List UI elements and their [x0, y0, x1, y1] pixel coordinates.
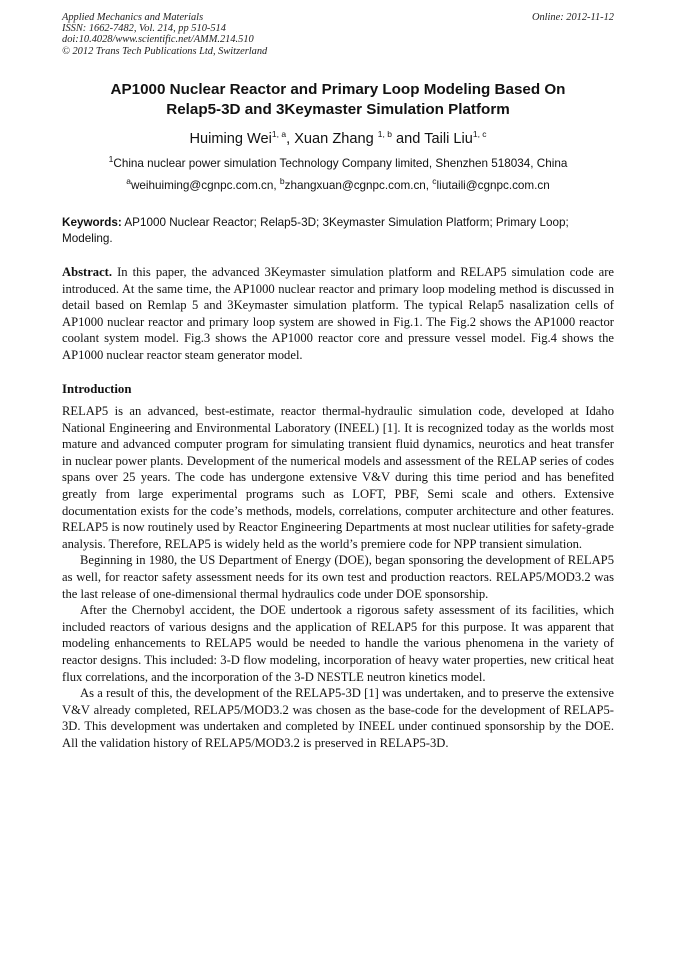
title-line-1: AP1000 Nuclear Reactor and Primary Loop Modeling Based On	[110, 81, 566, 98]
section-heading-introduction: Introduction	[62, 382, 132, 396]
email-b[interactable]: zhangxuan@cgnpc.com.cn,	[284, 179, 433, 192]
author-3-affil: 1, c	[472, 129, 487, 140]
intro-paragraph: RELAP5 is an advanced, best-estimate, reactor thermal-hydraulic simulation code, developed at Idaho National Engineering and Environmental Laboratory (INEEL) [1]. It is recognized today as the worlds most mature and advanced computer program for simulating transient fluid dynamics, neurotics and heat transfer in nuclear power plants. Development of the numerical models and assessment of the RELAP series of codes spans over 25 years. The code has undergone extensive V&V during this time period and has benefited greatly from large experimental programs such as LOFT, PBF, Semi scale and others. Extensive documentation exists for the code’s methods, models, correlations, computer architecture and other features. RELAP5 is now routinely used by Reactor Engineering Departments at most nuclear utilities for safety-grade analysis. Therefore, RELAP5 is widely held as the world’s premiere code for NPP transient simulation.	[62, 404, 614, 551]
intro-paragraph: As a result of this, the development of the RELAP5-3D [1] was undertaken, and to preserve the extensive V&V already completed, RELAP5/MOD3.2 was chosen as the base-code for the development of RELAP5-3D. This development was undertaken and completed by INEEL under continued sponsorship by the DOE. All the validation history of RELAP5/MOD3.2 is preserved in RELAP5-3D.	[62, 686, 614, 750]
keywords-text: AP1000 Nuclear Reactor; Relap5-3D; 3Keymaster Simulation Platform; Primary Loop; Modeling.	[62, 216, 569, 245]
paper-title	[62, 80, 614, 119]
email-a[interactable]: weihuiming@cgnpc.com.cn,	[130, 179, 280, 192]
author-3: Taili Liu	[424, 131, 473, 147]
affiliation	[62, 156, 614, 171]
abstract-text: In this paper, the advanced 3Keymaster simulation platform and RELAP5 simulation code are introduced. At the same time, the AP1000 nuclear reactor and primary loop modeling method is discussed in detail based on Remlap 5 and 3Keymaster simulation platform. The typical Relap5 nasalization cells of AP1000 nuclear reactor and primary loop system are showed in Fig.1. The Fig.2 shows the AP1000 reactor coolant system model. Fig.3 shows the AP1000 reactor core and pressure vessel model. Fig.4 shows the AP1000 nuclear reactor steam generator model.	[62, 265, 614, 362]
author-separator: ,	[286, 131, 295, 147]
intro-paragraph: After the Chernobyl accident, the DOE undertook a rigorous safety assessment of its facilities, which included reactors of various designs and the application of RELAP5 for this purpose. It was apparent that modeling enhancements to RELAP5 would be needed to handle the various phenomena in the variety of reactor designs. This included: 3-D flow modeling, incorporation of heavy water properties, new critical heat flux correlations, and the incorporation of the 3-D NESTLE neutron kinetics model.	[62, 603, 614, 684]
author-list	[62, 130, 614, 148]
keywords	[62, 215, 614, 246]
doi-line: doi:10.4028/www.scientific.net/AMM.214.510	[62, 34, 254, 46]
email-mark-a: a	[126, 176, 131, 187]
title-line-2: Relap5-3D and 3Keymaster Simulation Platform	[166, 100, 510, 118]
copyright-line: © 2012 Trans Tech Publications Ltd, Switzerland	[62, 45, 268, 57]
email-mark-c: c	[432, 176, 437, 187]
keywords-label: Keywords:	[62, 216, 122, 229]
author-2: Xuan Zhang	[294, 131, 374, 147]
journal-name: Applied Mechanics and Materials	[62, 12, 204, 23]
intro-paragraph: Beginning in 1980, the US Department of Energy (DOE), began sponsoring the development of RELAP5 as well, for reactor safety assessment needs for its own test and production reactors. RELAP5/MOD3.2 was the last release of one-dimensional thermal hydraulics code under DOE sponsorship.	[62, 553, 614, 601]
email-mark-b: b	[279, 176, 285, 187]
journal-header	[62, 12, 614, 57]
email-c[interactable]: liutaili@cgnpc.com.cn	[436, 179, 550, 192]
author-2-affil: 1, b	[377, 129, 392, 140]
issn-line: ISSN: 1662-7482, Vol. 214, pp 510-514	[62, 23, 226, 35]
affiliation-text: China nuclear power simulation Technology Company limited, Shenzhen 518034, China	[113, 157, 568, 170]
online-date: Online: 2012-11-12	[531, 12, 614, 23]
author-1-affil: 1, a	[271, 129, 287, 140]
affiliation-mark: 1	[108, 154, 114, 165]
author-separator: and	[391, 131, 425, 147]
header-row	[62, 12, 614, 23]
abstract	[62, 264, 614, 364]
email-list	[62, 178, 614, 193]
abstract-label: Abstract.	[62, 265, 113, 279]
author-1: Huiming Wei	[189, 131, 272, 147]
introduction-body	[62, 403, 614, 751]
